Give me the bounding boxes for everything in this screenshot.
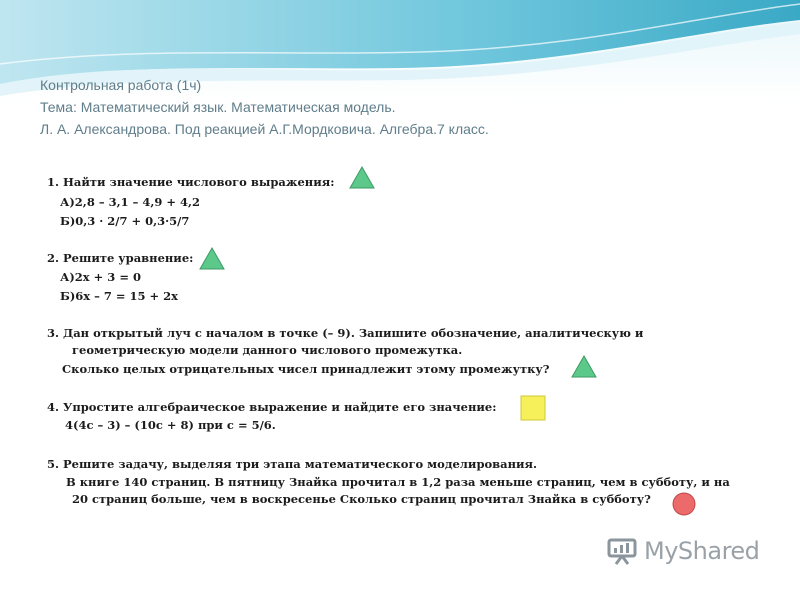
task-3-title-line2: геометрическую модели данного числового промежутка. bbox=[72, 343, 463, 357]
task-4-expression: 4(4с – 3) – (10с + 8) при с = 5/6. bbox=[65, 418, 276, 432]
task-3-title-line1: 3. Дан открытый луч с началом в точке (– 9). Запишите обозначение, аналитическую и bbox=[47, 326, 644, 340]
task-2-b: Б)6х – 7 = 15 + 2х bbox=[60, 289, 179, 303]
task-2-title: 2. Решите уравнение: bbox=[47, 251, 194, 265]
triangle-marker-task-2 bbox=[198, 246, 226, 272]
task-5-text-line2: 20 страниц больше, чем в воскресенье Сколько страниц прочитал Знайка в субботу? bbox=[72, 492, 651, 506]
logo-text: MyShared bbox=[644, 537, 760, 565]
header-title: Контрольная работа (1ч) bbox=[40, 77, 202, 93]
task-1-b: Б)0,3 · 2/7 + 0,3·5/7 bbox=[60, 214, 190, 228]
task-1-title: 1. Найти значение числового выражения: bbox=[47, 175, 335, 189]
square-marker-task-4 bbox=[519, 394, 547, 422]
header-author: Л. А. Александрова. Под реакцией А.Г.Мордковича. Алгебра.7 класс. bbox=[40, 121, 489, 137]
task-2-a: А)2х + 3 = 0 bbox=[60, 270, 141, 284]
task-5-text-line1: В книге 140 страниц. В пятницу Знайка прочитал в 1,2 раза меньше страниц, чем в субботу, и на bbox=[66, 475, 730, 489]
task-3-question: Сколько целых отрицательных чисел принадлежит этому промежутку? bbox=[62, 362, 550, 376]
task-5-title: 5. Решите задачу, выделяя три этапа математического моделирования. bbox=[47, 457, 538, 471]
presentation-board-icon bbox=[606, 536, 638, 566]
header-topic: Тема: Математический язык. Математическая модель. bbox=[40, 99, 396, 115]
task-4-title: 4. Упростите алгебраическое выражение и найдите его значение: bbox=[47, 400, 497, 414]
task-1-a: А)2,8 – 3,1 – 4,9 + 4,2 bbox=[60, 195, 200, 209]
circle-marker-task-5 bbox=[670, 490, 698, 518]
triangle-marker-task-1 bbox=[348, 165, 376, 191]
triangle-marker-task-3 bbox=[570, 354, 598, 380]
myshared-logo bbox=[606, 536, 759, 566]
